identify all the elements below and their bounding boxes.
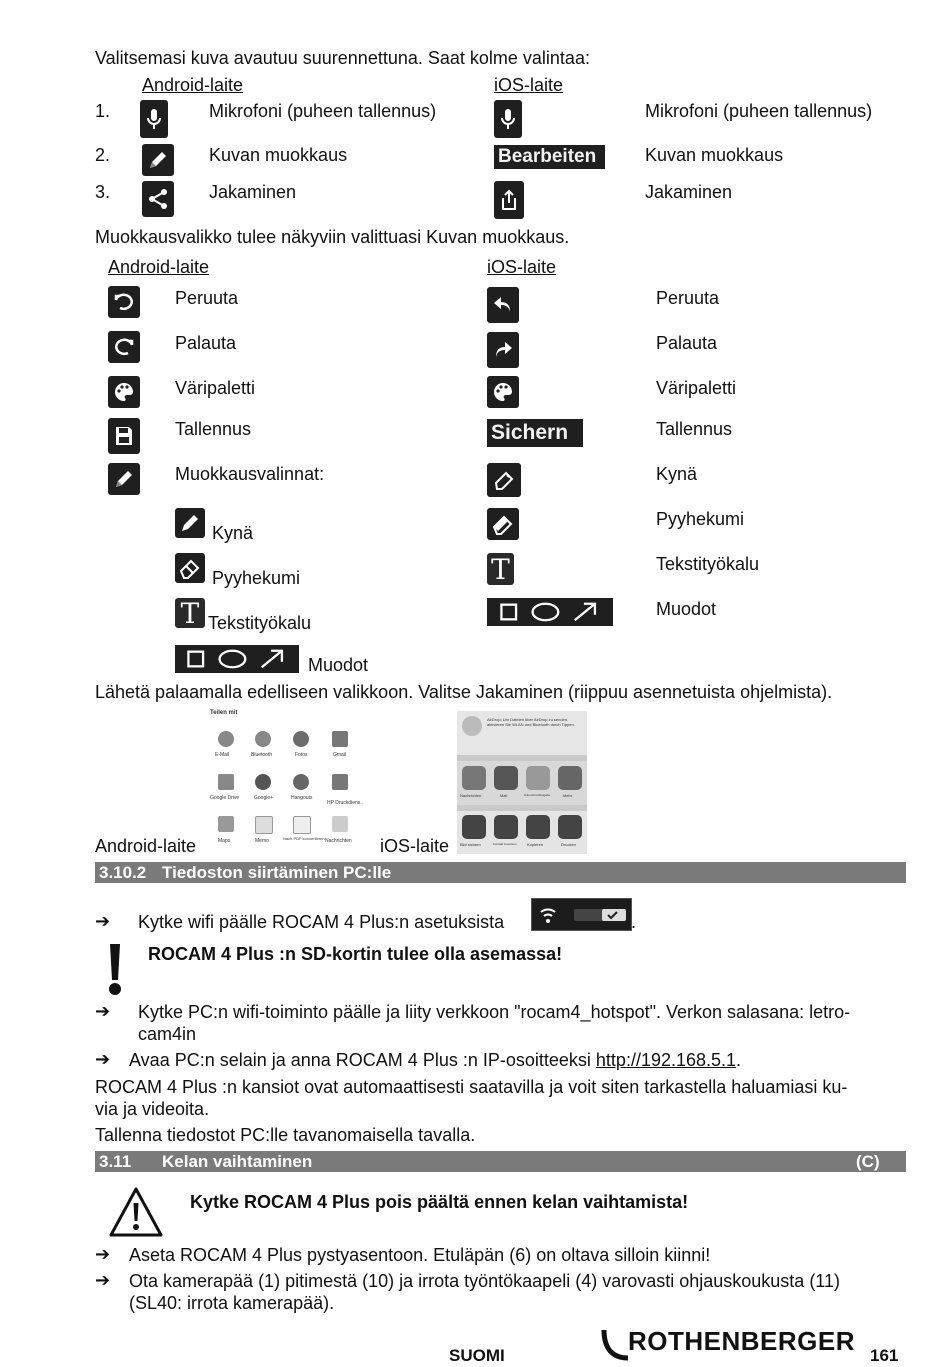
camera-step-line1: Ota kamerapää (1) pitimestä (10) ja irrota työntökaapeli (4) varovasti ohjauskoukusta (11): [129, 1271, 840, 1291]
section-title: Kelan vaihtaminen: [162, 1152, 313, 1171]
more-label: Mehr: [563, 793, 573, 798]
save-icon: [108, 418, 140, 454]
ip-address-link[interactable]: http://192.168.5.1: [595, 1050, 737, 1070]
more-icon: [558, 766, 582, 790]
save-image-icon: [462, 815, 486, 839]
share-android-label: Android-laite: [95, 836, 197, 856]
mail-label: Mail: [500, 793, 508, 798]
copy-label: Kopieren: [527, 842, 544, 847]
palette-icon: [487, 376, 519, 408]
eraser-icon: [487, 508, 519, 540]
drive-app-label: Google Drive: [210, 795, 240, 801]
upright-step: Aseta ROCAM 4 Plus pystyasentoon. Etuläpän (6) on oltava silloin kiinni!: [129, 1245, 711, 1265]
assign-contact-label: Kontakt zuweisen: [493, 842, 517, 846]
row2-number: 2.: [95, 145, 111, 165]
pen-icon: [175, 508, 205, 538]
pc-wifi-step-line2: cam4in: [138, 1024, 197, 1044]
browser-step-period: .: [736, 1050, 742, 1070]
text-tool-icon: T: [487, 553, 514, 585]
printer-app-icon: [332, 774, 348, 790]
memo-app-label: Memo: [255, 838, 269, 844]
folders-text-line1: ROCAM 4 Plus :n kansiot ovat automaattisesti saatavilla ja voit siten tarkastella haluamiasi ku-: [95, 1077, 848, 1097]
messages-label: Nachrichten: [460, 793, 482, 798]
messages-app-label: Nachrichten: [325, 838, 352, 844]
email-app-icon: [218, 731, 234, 747]
pdf-app-label: Nach PDF konvertieren: [283, 836, 325, 841]
section-header-3-11: [95, 1151, 906, 1172]
bluetooth-app-icon: [255, 731, 271, 747]
row3-ios-label: Jakaminen: [645, 182, 733, 202]
maps-app-label: Maps: [218, 838, 231, 844]
photos-app-icon: [293, 731, 309, 747]
shapes-icon: [487, 598, 613, 626]
bearbeiten-button: Bearbeiten: [494, 145, 605, 169]
browser-step-text: Avaa PC:n selain ja anna ROCAM 4 Plus :n IP-osoitteeksi: [129, 1050, 591, 1070]
eraser-icon: [175, 553, 205, 583]
airdrop-icon: [462, 716, 482, 736]
exclamation-icon: [108, 944, 122, 996]
arrow-bullet-icon: ➔: [95, 1244, 111, 1264]
print-icon: [558, 815, 582, 839]
android-eraser-label: Pyyhekumi: [212, 568, 301, 588]
back-text: Lähetä palaamalla edelliseen valikkoon. Valitse Jakaminen (riippuu asennetuista ohjelmista).: [95, 682, 833, 702]
arrow-bullet-icon: ➔: [95, 911, 111, 931]
printer-app-label: HP Druckdiens..: [327, 800, 364, 806]
table2-android-header: Android-laite: [108, 257, 210, 277]
googleplus-app-icon: [255, 774, 271, 790]
section-tag: (C): [856, 1152, 880, 1171]
hangouts-app-icon: [293, 774, 309, 790]
arrow-bullet-icon: ➔: [95, 1270, 111, 1290]
ios-share-screenshot: [457, 711, 587, 854]
footer-brand: ROTHENBERGER: [628, 1326, 856, 1356]
android-palette-label: Väripaletti: [175, 378, 256, 398]
power-off-warning: Kytke ROCAM 4 Plus pois päältä ennen kelan vaihtamista!: [190, 1192, 689, 1212]
android-share-screenshot: [207, 708, 364, 855]
ios-pen-label: Kynä: [656, 464, 698, 484]
android-redo-label: Palauta: [175, 333, 237, 353]
microphone-icon: [494, 100, 522, 138]
ios-palette-label: Väripaletti: [656, 378, 737, 398]
maps-app-icon: [218, 816, 234, 832]
pencil-icon: [108, 463, 140, 495]
intro-text: Valitsemasi kuva avautuu suurennettuna. Saat kolme valintaa:: [95, 48, 590, 68]
share-icon: [142, 181, 174, 217]
section-number: 3.11: [99, 1152, 132, 1171]
photos-app-label: Fotos: [295, 752, 308, 758]
ios-redo-label: Palauta: [656, 333, 718, 353]
text-tool-icon: T: [175, 598, 205, 628]
messages-app-icon: [332, 816, 348, 832]
pdf-app-icon: [293, 816, 311, 834]
android-text-tool-label: Tekstityökalu: [208, 613, 312, 633]
arrow-bullet-icon: ➔: [95, 1049, 111, 1069]
rothenberger-logo-hook: [600, 1326, 630, 1362]
footer-page-number: 161: [870, 1346, 899, 1365]
share-ios-label: iOS-laite: [380, 836, 450, 856]
icloud-label: iCloud-Fotofreigabe: [524, 793, 551, 797]
ios-eraser-label: Pyyhekumi: [656, 509, 745, 529]
save-files-text: Tallenna tiedostot PC:lle tavanomaisella tavalla.: [95, 1125, 476, 1145]
bluetooth-app-label: Bluetooth: [251, 752, 273, 758]
icloud-photos-icon: [526, 766, 550, 790]
gmail-app-label: Gmail: [333, 752, 347, 758]
pen-icon: [487, 463, 521, 497]
copy-icon: [526, 815, 550, 839]
drive-app-icon: [218, 774, 234, 790]
camera-step-line2: (SL40: irrota kamerapää).: [129, 1293, 335, 1313]
android-shapes-label: Muodot: [308, 655, 369, 675]
browser-step: [129, 1050, 741, 1071]
shapes-icon: [175, 645, 299, 673]
table1-ios-header: iOS-laite: [494, 75, 564, 95]
table1-android-header: Android-laite: [142, 75, 244, 95]
assign-contact-icon: [494, 815, 518, 839]
row2-ios-label: Kuvan muokkaus: [645, 145, 784, 165]
row1-android-label: Mikrofoni (puheen tallennus): [209, 101, 437, 121]
wifi-icon: [541, 909, 555, 923]
row1-ios-label: Mikrofoni (puheen tallennus): [645, 101, 873, 121]
redo-icon: [487, 332, 519, 368]
android-undo-label: Peruuta: [175, 288, 239, 308]
section-header-3-10-2: [95, 862, 906, 883]
hangouts-app-label: Hangouts: [291, 795, 313, 801]
ios-text-tool-label: Tekstityökalu: [656, 554, 760, 574]
android-edit-options-label: Muokkausvalinnat:: [175, 464, 325, 484]
microphone-icon: [140, 100, 168, 138]
folders-text-line2: via ja videoita.: [95, 1099, 210, 1119]
section-number: 3.10.2: [99, 863, 147, 882]
print-label: Drucken: [561, 842, 576, 847]
android-pen-label: Kynä: [212, 523, 254, 543]
undo-icon: [108, 286, 140, 318]
wifi-step-text: Kytke wifi päälle ROCAM 4 Plus:n asetuksista: [138, 912, 505, 932]
wifi-toggle-image: [531, 898, 632, 931]
save-image-label: Bild sichern: [460, 842, 481, 847]
sd-card-warning: ROCAM 4 Plus :n SD-kortin tulee olla asemassa!: [148, 944, 563, 964]
row2-android-label: Kuvan muokkaus: [209, 145, 348, 165]
ios-shapes-label: Muodot: [656, 599, 717, 619]
arrow-bullet-icon: ➔: [95, 1001, 111, 1021]
table2-ios-header: iOS-laite: [487, 257, 557, 277]
ios-undo-label: Peruuta: [656, 288, 720, 308]
section-title: Tiedoston siirtäminen PC:lle: [162, 863, 392, 882]
undo-icon: [487, 287, 519, 323]
gmail-app-icon: [332, 731, 348, 747]
share-box-icon: [494, 181, 524, 219]
memo-app-icon: [255, 816, 273, 834]
email-app-label: E-Mail: [215, 752, 230, 758]
airdrop-text: AirDrop: Um Dateien über AirDrop zu senden, aktivieren Sie WLAN und Bluetooth durch Tippen.: [487, 717, 575, 727]
warning-triangle-icon: [108, 1186, 164, 1238]
messages-icon: [462, 766, 486, 790]
row3-android-label: Jakaminen: [209, 182, 297, 202]
pc-wifi-step-line1: Kytke PC:n wifi-toiminto päälle ja liity verkkoon "rocam4_hotspot". Verkon salasana: letro-: [138, 1002, 851, 1022]
palette-icon: [108, 376, 140, 408]
row1-number: 1.: [95, 101, 111, 121]
sichern-button: Sichern: [487, 419, 583, 447]
footer-language: SUOMI: [449, 1346, 505, 1365]
mail-icon: [494, 766, 518, 790]
googleplus-app-label: Google+: [254, 795, 274, 801]
android-share-title: Teilen mit: [210, 710, 238, 716]
redo-icon: [108, 331, 140, 363]
edit-intro-text: Muokkausvalikko tulee näkyviin valittuasi Kuvan muokkaus.: [95, 227, 570, 247]
ios-save-label: Tallennus: [656, 419, 733, 439]
android-save-label: Tallennus: [175, 419, 252, 439]
row3-number: 3.: [95, 182, 111, 202]
pencil-icon: [142, 144, 174, 176]
